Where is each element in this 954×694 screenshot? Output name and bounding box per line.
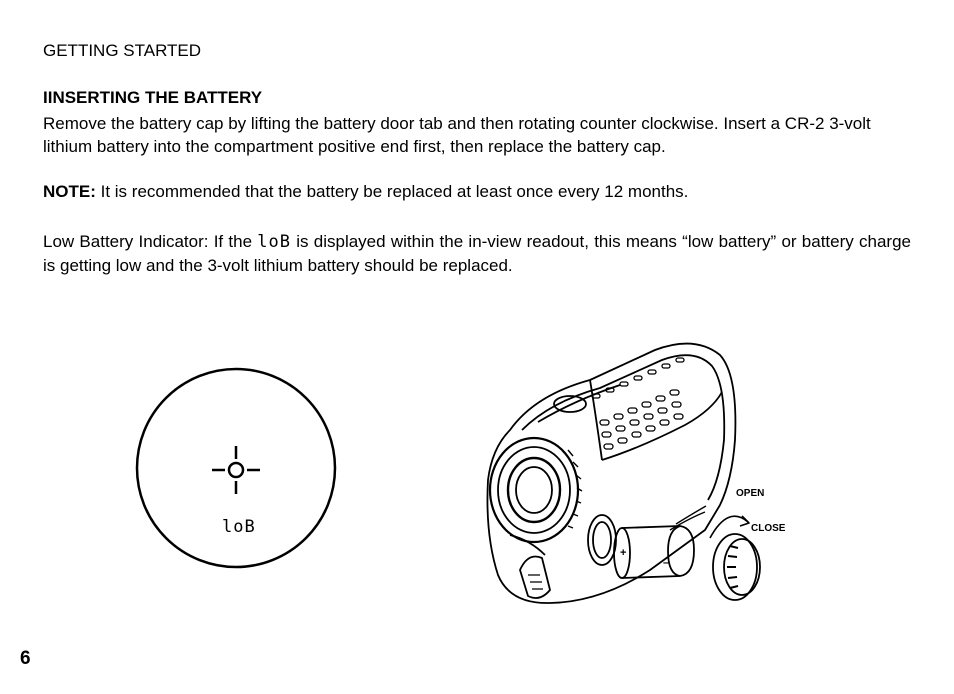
battery-instructions: Remove the battery cap by lifting the battery door tab and then rotating counter clockwise. Insert a CR-2 3-volt lithium battery into the compartment positive end first, then replace the battery cap. xyxy=(43,114,871,156)
note-paragraph xyxy=(43,180,911,203)
battery-door-tab xyxy=(520,557,550,599)
note-label: NOTE: xyxy=(43,182,96,201)
crosshair-icon xyxy=(212,446,260,494)
battery-minus-label: – xyxy=(663,557,670,569)
note-text: It is recommended that the battery be replaced at least once every 12 months. xyxy=(95,182,689,201)
rangefinder-illustration xyxy=(480,330,786,610)
battery-heading: IINSERTING THE BATTERY xyxy=(43,88,263,107)
viewfinder-illustration xyxy=(130,362,340,572)
viewfinder-circle xyxy=(137,369,335,567)
low-battery-paragraph xyxy=(43,230,911,277)
open-label: OPEN xyxy=(736,488,765,499)
battery-cap xyxy=(713,534,760,600)
low-battery-suffix: is displayed within the in-view readout, this means “low battery” or battery charge is getting low and the 3-volt lithium battery should be replaced. xyxy=(43,232,911,275)
eyepiece xyxy=(490,438,578,542)
close-label: CLOSE xyxy=(751,523,786,534)
low-battery-indicator: loB xyxy=(257,232,291,252)
low-battery-prefix: Low Battery Indicator: If the xyxy=(43,232,258,251)
viewfinder-readout: loB xyxy=(222,517,256,537)
battery-plus-label: + xyxy=(620,547,627,559)
section-title: GETTING STARTED xyxy=(43,41,202,60)
page-number: 6 xyxy=(20,648,31,669)
